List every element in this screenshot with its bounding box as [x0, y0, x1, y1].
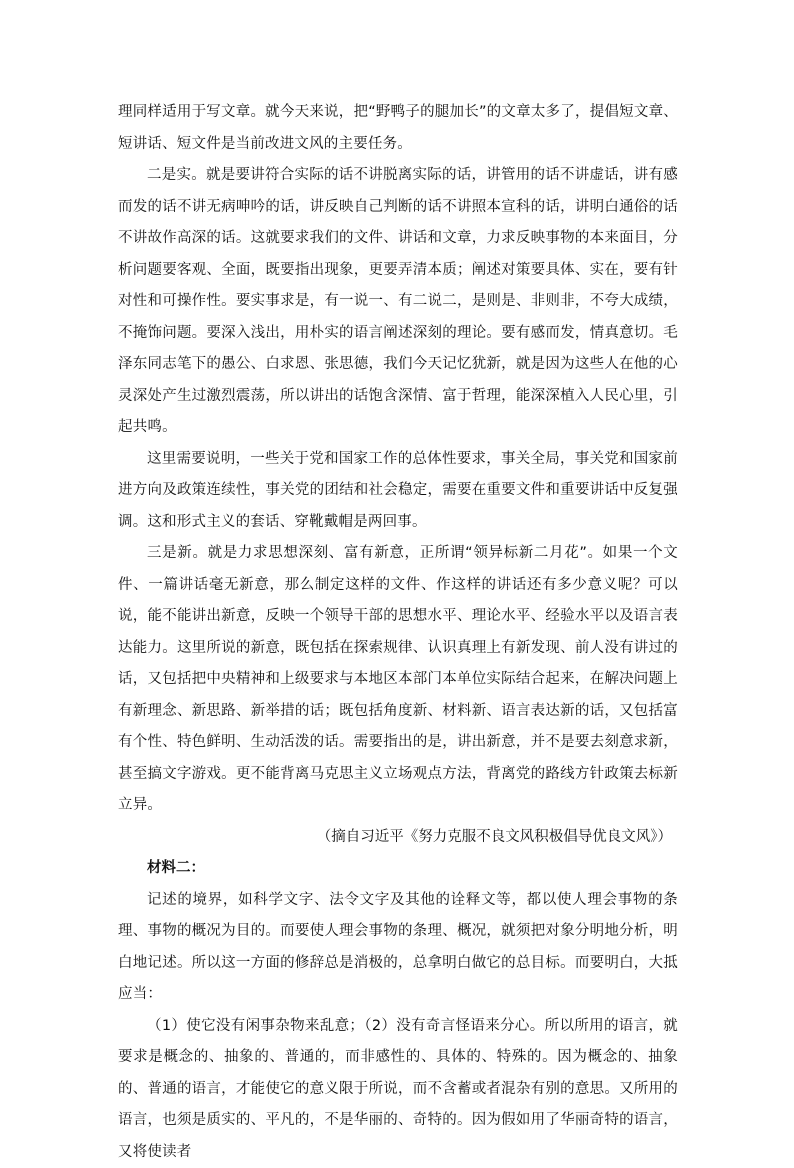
paragraph-continuation: 理同样适用于写文章。就今天来说，把“野鸭子的腿加长”的文章太多了，提倡短文章、短讲话、短文件是当前改进文风的主要任务。: [118, 97, 678, 160]
paragraph-requirements: （1）使它没有闲事杂物来乱意；（2）没有奇言怪语来分心。所以所用的语言，就要求是概念的、抽象的、普通的，而非感性的、具体的、特殊的。因为概念的、抽象的、普通的语言，才能使它的意义限于所说，而不含蓄或者混杂有别的意思。又所用的语言，也须是质实的、平凡的，不是华丽的、奇特的。因为假如用了华丽奇特的语言，又将使读者: [118, 1011, 678, 1168]
document-page: [118, 97, 678, 1168]
material-two-heading: 材料二：: [118, 853, 678, 885]
paragraph-narration: 记述的境界，如科学文字、法令文字及其他的诠释文等，都以使人理会事物的条理、事物的概况为目的。而要使人理会事物的条理、概况，就须把对象分明地分析，明白地记述。所以这一方面的修辞总是消极的，总拿明白做它的总目标。而要明白，大抵应当：: [118, 885, 678, 1011]
paragraph-point-two: 二是实。就是要讲符合实际的话不讲脱离实际的话，讲管用的话不讲虚话，讲有感而发的话不讲无病呻吟的话，讲反映自己判断的话不讲照本宣科的话，讲明白通俗的话不讲故作高深的话。这就要求我们的文件、讲话和文章，力求反映事物的本来面目，分析问题要客观、全面，既要指出现象，更要弄清本质；阐述对策要具体、实在，要有针对性和可操作性。要实事求是，有一说一、有二说二，是则是、非则非，不夸大成绩，不掩饰问题。要深入浅出，用朴实的语言阐述深刻的理论。要有感而发，情真意切。毛泽东同志笔下的愚公、白求恩、张思德，我们今天记忆犹新，就是因为这些人在他的心灵深处产生过激烈震荡，所以讲出的话饱含深情、富于哲理，能深深植入人民心里，引起共鸣。: [118, 160, 678, 444]
paragraph-point-three: 三是新。就是力求思想深刻、富有新意，正所谓“领异标新二月花”。如果一个文件、一篇讲话毫无新意，那么制定这样的文件、作这样的讲话还有多少意义呢？可以说，能不能讲出新意，反映一个领导干部的思想水平、理论水平、经验水平以及语言表达能力。这里所说的新意，既包括在探索规律、认识真理上有新发现、前人没有讲过的话，又包括把中央精神和上级要求与本地区本部门本单位实际结合起来，在解决问题上有新理念、新思路、新举措的话；既包括角度新、材料新、语言表达新的话，又包括富有个性、特色鲜明、生动活泼的话。需要指出的是，讲出新意，并不是要去刻意求新，甚至搞文字游戏。更不能背离马克思主义立场观点方法，背离党的路线方针政策去标新立异。: [118, 538, 678, 822]
source-citation: （摘自习近平《努力克服不良文风积极倡导优良文风》）: [118, 822, 678, 854]
paragraph-clarification: 这里需要说明，一些关于党和国家工作的总体性要求，事关全局，事关党和国家前进方向及政策连续性，事关党的团结和社会稳定，需要在重要文件和重要讲话中反复强调。这和形式主义的套话、穿靴戴帽是两回事。: [118, 444, 678, 539]
